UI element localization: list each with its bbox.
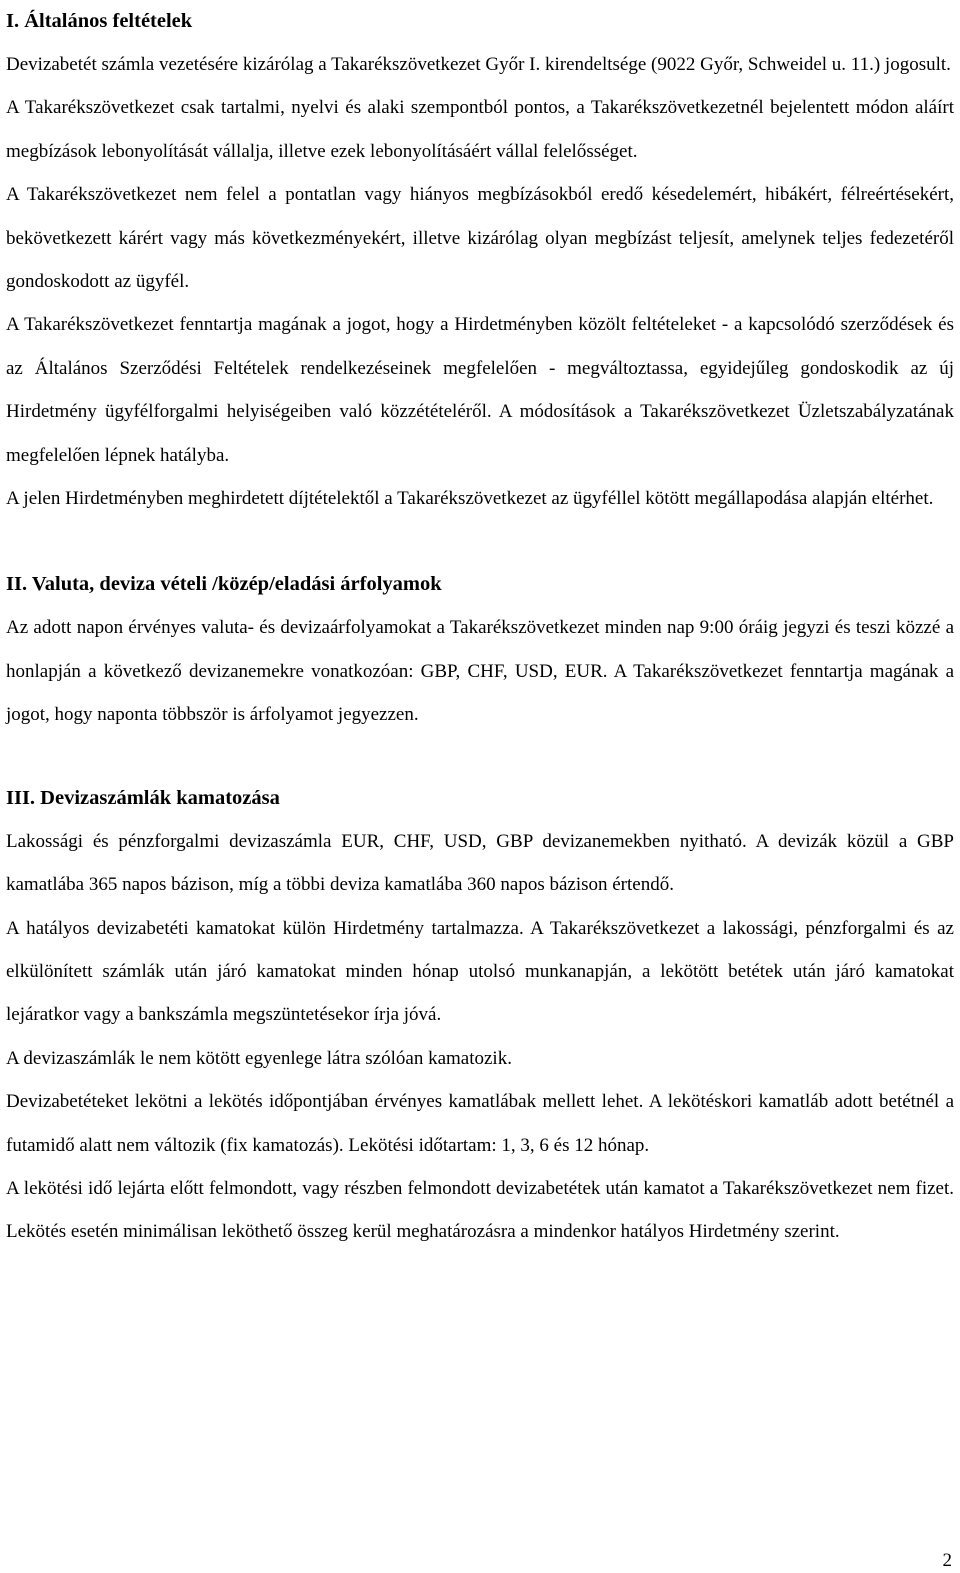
section-spacer [6,520,954,563]
paragraph-fee-deviation: A jelen Hirdetményben meghirdetett díjtételektől a Takarékszövetkezet az ügyféllel kötött megállapodása alapján eltérhet. [6,488,934,510]
paragraph-early-termination: A lekötési idő lejárta előtt felmondott, vagy részben felmondott devizabetétek után kamatot a Takarékszövetkezet nem fizet. Lekötés esetén minimálisan leköthető összeg kerül meghatározásra a mindenkor hatályos Hirdetmény szerint. [6,1177,954,1243]
paragraph-account-location: Devizabetét számla vezetésére kizárólag a Takarékszövetkezet Győr I. kirendeltsége (9022 Győr, Schweidel u. 11.) jogosult. [6,54,951,75]
section-spacer [6,737,954,777]
paragraph-fixed-deposit: Devizabetéteket lekötni a lekötés időpontjában érvényes kamatlábak mellett lehet. A lekötéskori kamatláb adott betétnél a futamidő alatt nem változik (fix kamatozás). Lekötési időtartam: 1, 3, 6 és 12 hónap. [6,1091,954,1156]
paragraph-account-currencies: Lakossági és pénzforgalmi devizaszámla EUR, CHF, USD, GBP devizanemekben nyitható. A devizák közül a GBP kamatlába 365 napos bázison, míg a többi deviza kamatlába 360 napos bázison értendő. [6,830,954,896]
section-title-exchange-rates: II. Valuta, deviza vételi /közép/eladási árfolyamok [6,573,442,596]
document-page [6,0,954,1254]
paragraph-liability: A Takarékszövetkezet nem felel a pontatlan vagy hiányos megbízásokból eredő késedelemért, hibákért, félreértésekért, bekövetkezett kárért vagy más következményekért, illetve kizárólag olyan megbízást teljesít, amelynek teljes fedezetéről gondoskodott az ügyfél. [6,184,954,293]
section-title-interest: III. Devizaszámlák kamatozása [6,786,280,809]
paragraph-interest-crediting: A hatályos devizabetéti kamatokat külön Hirdetmény tartalmazza. A Takarékszövetkezet a lakossági, pénzforgalmi és az elkülönített számlák után járó kamatokat minden hónap utolsó munkanapján, a lekötött betétek után járó kamatokat lejáratkor vagy a bankszámla megszüntetésekor írja jóvá. [6,917,954,1026]
paragraph-modification-rights: A Takarékszövetkezet fenntartja magának a jogot, hogy a Hirdetményben közölt feltételeket - a kapcsolódó szerződések és az Általános Szerződési Feltételek rendelkezéseinek megfelelően - megváltoztassa, egyidejűleg gondoskodik az új Hirdetmény ügyfélforgalmi helyiségeiben való közzétételéről. A módosítások a Takarékszövetkezet Üzletszabályzatának megfelelően lépnek hatályba. [6,314,954,466]
paragraph-sight-interest: A devizaszámlák le nem kötött egyenlege látra szólóan kamatozik. [6,1047,512,1069]
paragraph-order-execution: A Takarékszövetkezet csak tartalmi, nyelvi és alaki szempontból pontos, a Takarékszövetkezetnél bejelentett módon aláírt megbízások lebonyolítását vállalja, illetve ezek lebonyolításáért vállal felelősséget. [6,97,954,162]
page-number: 2 [942,1550,952,1571]
section-title-general-conditions: I. Általános feltételek [6,10,193,32]
paragraph-exchange-rate-publication: Az adott napon érvényes valuta- és devizaárfolyamokat a Takarékszövetkezet minden nap 9:00 óráig jegyzi és teszi közzé a honlapján a következő devizanemekre vonatkozóan: GBP, CHF, USD, EUR. A Takarékszövetkezet fenntartja magának a jogot, hogy naponta többször is árfolyamot jegyezzen. [6,617,954,726]
